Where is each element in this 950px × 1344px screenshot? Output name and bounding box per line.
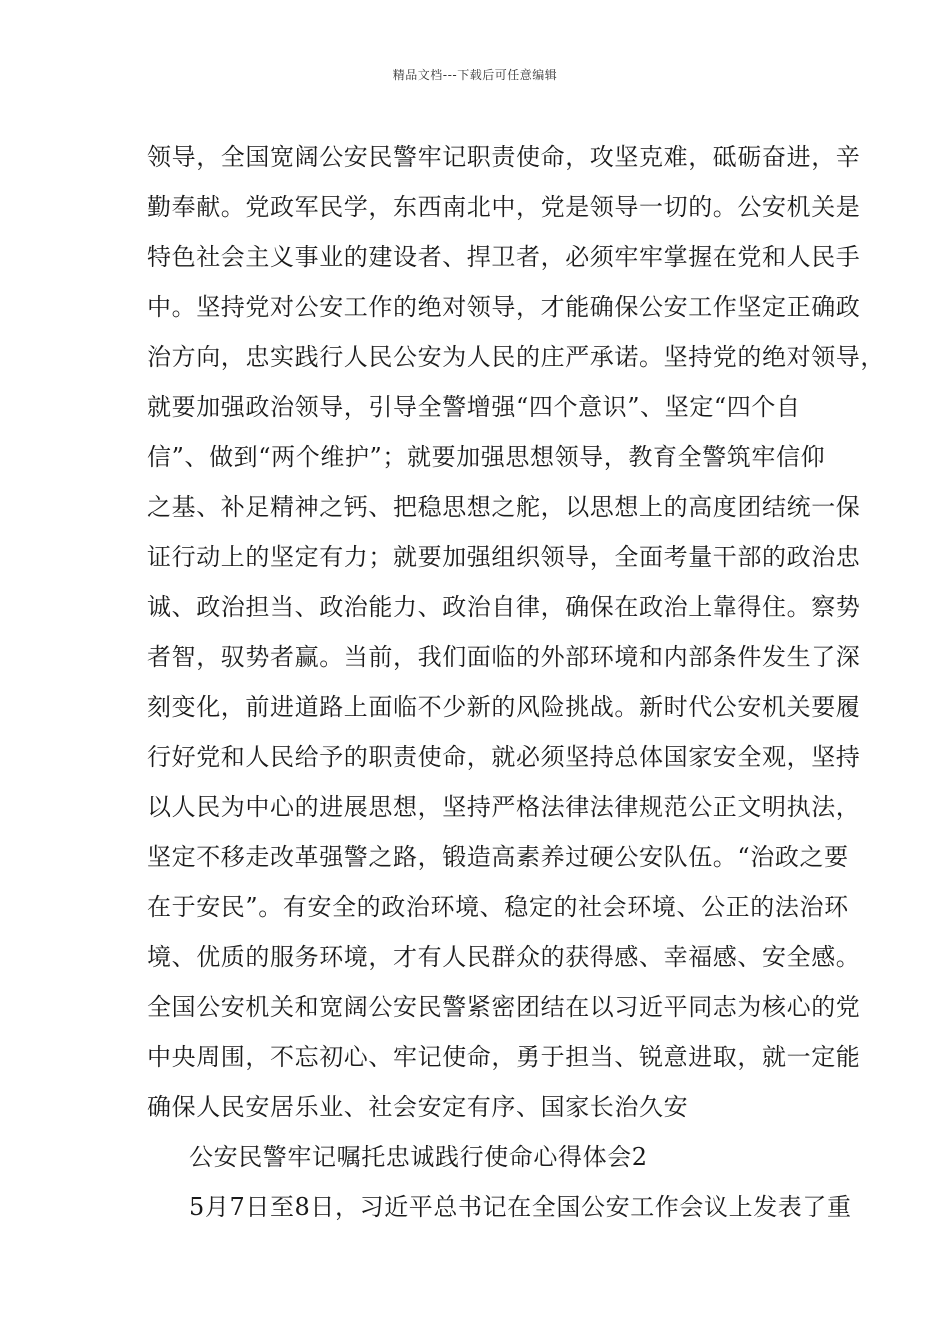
text-line: 信”、做到“两个维护”；就要加强思想领导，教育全警筑牢信仰 (147, 443, 826, 471)
paragraph (147, 132, 885, 1132)
text-line: 在于安民”。有安全的政治环境、稳定的社会环境、公正的法治环 (147, 893, 849, 921)
text-line: 就要加强政治领导，引导全警增强“四个意识”、坚定“四个自 (147, 393, 801, 421)
text-line: 刻变化，前进道路上面临不少新的风险挑战。新时代公安机关要履 (147, 693, 861, 721)
section-title: 公安民警牢记嘱托忠诚践行使命心得体会2 (189, 1143, 648, 1171)
text-line: 者智，驭势者赢。当前，我们面临的外部环境和内部条件发生了深 (147, 643, 861, 671)
text-line: 之基、补足精神之钙、把稳思想之舵，以思想上的高度团结统一保 (147, 493, 861, 521)
paragraph (147, 1182, 852, 1232)
text-line: 中。坚持党对公安工作的绝对领导，才能确保公安工作坚定正确政 (147, 293, 861, 321)
text-line: 治方向，忠实践行人民公安为人民的庄严承诺。坚持党的绝对领导， (147, 343, 885, 371)
text-line: 中央周围，不忘初心、牢记使命，勇于担当、锐意进取，就一定能 (147, 1043, 861, 1071)
document-body (147, 132, 885, 1232)
text-line: 特色社会主义事业的建设者、捍卫者，必须牢牢掌握在党和人民手 (147, 243, 861, 271)
text-line: 领导，全国宽阔公安民警牢记职责使命，攻坚克难，砥砺奋进，辛 (147, 143, 861, 171)
text-line: 诚、政治担当、政治能力、政治自律，确保在政治上靠得住。察势 (147, 593, 861, 621)
text-line: 行好党和人民给予的职责使命，就必须坚持总体国家安全观，坚持 (147, 743, 861, 771)
page-header: 精品文档---下载后可任意编辑 (392, 68, 558, 82)
text-line: 坚定不移走改革强警之路，锻造高素养过硬公安队伍。“治政之要 (147, 843, 849, 871)
text-line: 5月7日至8日，习近平总书记在全国公安工作会议上发表了重 (189, 1193, 852, 1221)
text-line: 证行动上的坚定有力；就要加强组织领导，全面考量干部的政治忠 (147, 543, 861, 571)
text-line: 以人民为中心的进展思想，坚持严格法律法律规范公正文明执法， (147, 793, 861, 821)
text-line: 境、优质的服务环境，才有人民群众的获得感、幸福感、安全感。 (147, 943, 861, 971)
text-line: 确保人民安居乐业、社会安定有序、国家长治久安 (147, 1093, 689, 1121)
text-line: 全国公安机关和宽阔公安民警紧密团结在以习近平同志为核心的党 (147, 993, 861, 1021)
text-line: 勤奉献。党政军民学，东西南北中，党是领导一切的。公安机关是 (147, 193, 861, 221)
